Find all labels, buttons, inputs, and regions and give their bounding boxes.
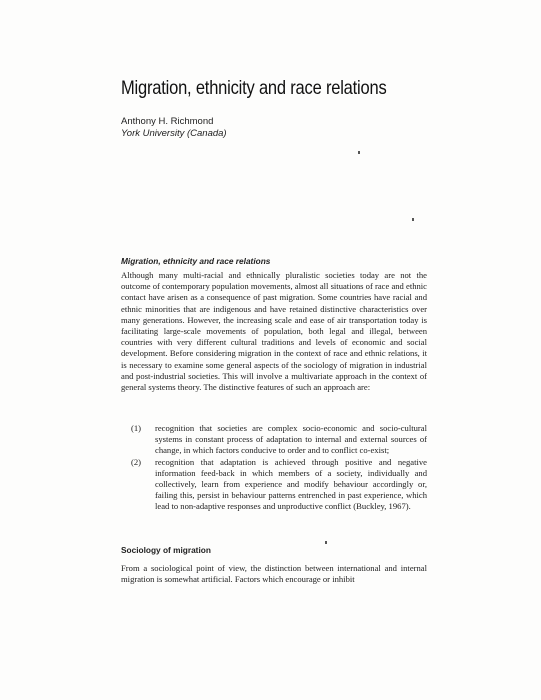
body-paragraph-sociology: From a sociological point of view, the distinction between international and internal migration is somewhat artificial. Factors which encourage or inhibit: [121, 563, 427, 585]
scan-speck: [325, 541, 327, 544]
list-item: [121, 457, 427, 513]
list-item-number: (2): [131, 456, 142, 467]
list-item-number: (1): [131, 423, 142, 433]
section-heading-migration-ethnicity: Migration, ethnicity and race relations: [121, 256, 271, 266]
scan-speck: [358, 151, 360, 154]
numbered-list: [121, 423, 427, 513]
scan-speck: [412, 218, 414, 221]
body-paragraph-intro: Although many multi-racial and ethnically pluralistic societies today are not the outcome of contemporary population movements, almost all situations of race and ethnic contact have arisen as a consequence of past migration. Some countries have racial and ethnic minorities that are indigenous and have retained distinctive characteristics over many generations. However, the increasing scale and ease of air transportation today is facilitating large-scale movements of population, both legal and illegal, between countries with very different cultural traditions and levels of economic and social development. Before considering migration in the context of race and ethnic relations, it is necessary to examine some general aspects of the sociology of migration in industrial and post-industrial societies. This will involve a multivariate approach in the context of general systems theory. The distinctive features of such an approach are:: [121, 270, 427, 393]
section-heading-sociology-of-migration: Sociology of migration: [121, 545, 211, 555]
list-item-text: recognition that societies are complex socio-economic and socio-cultural systems in constant process of adaptation to internal and external sources of change, in which factors conducive to order and to conflict co-exist;: [155, 423, 427, 456]
paper-title: Migration, ethnicity and race relations: [121, 78, 387, 99]
author-name: Anthony H. Richmond: [121, 116, 214, 127]
list-item-text: recognition that adaptation is achieved through positive and negative information feed-back in which members of a society, individually and collectively, learn from experience and modify behaviour accordingly or, failing this, persist in behaviour patterns entrenched in past experience, which lead to non-adaptive responses and unproductive conflict (Buckley, 1967).: [155, 456, 427, 512]
author-affiliation: York University (Canada): [121, 128, 227, 139]
list-item: [121, 423, 427, 457]
